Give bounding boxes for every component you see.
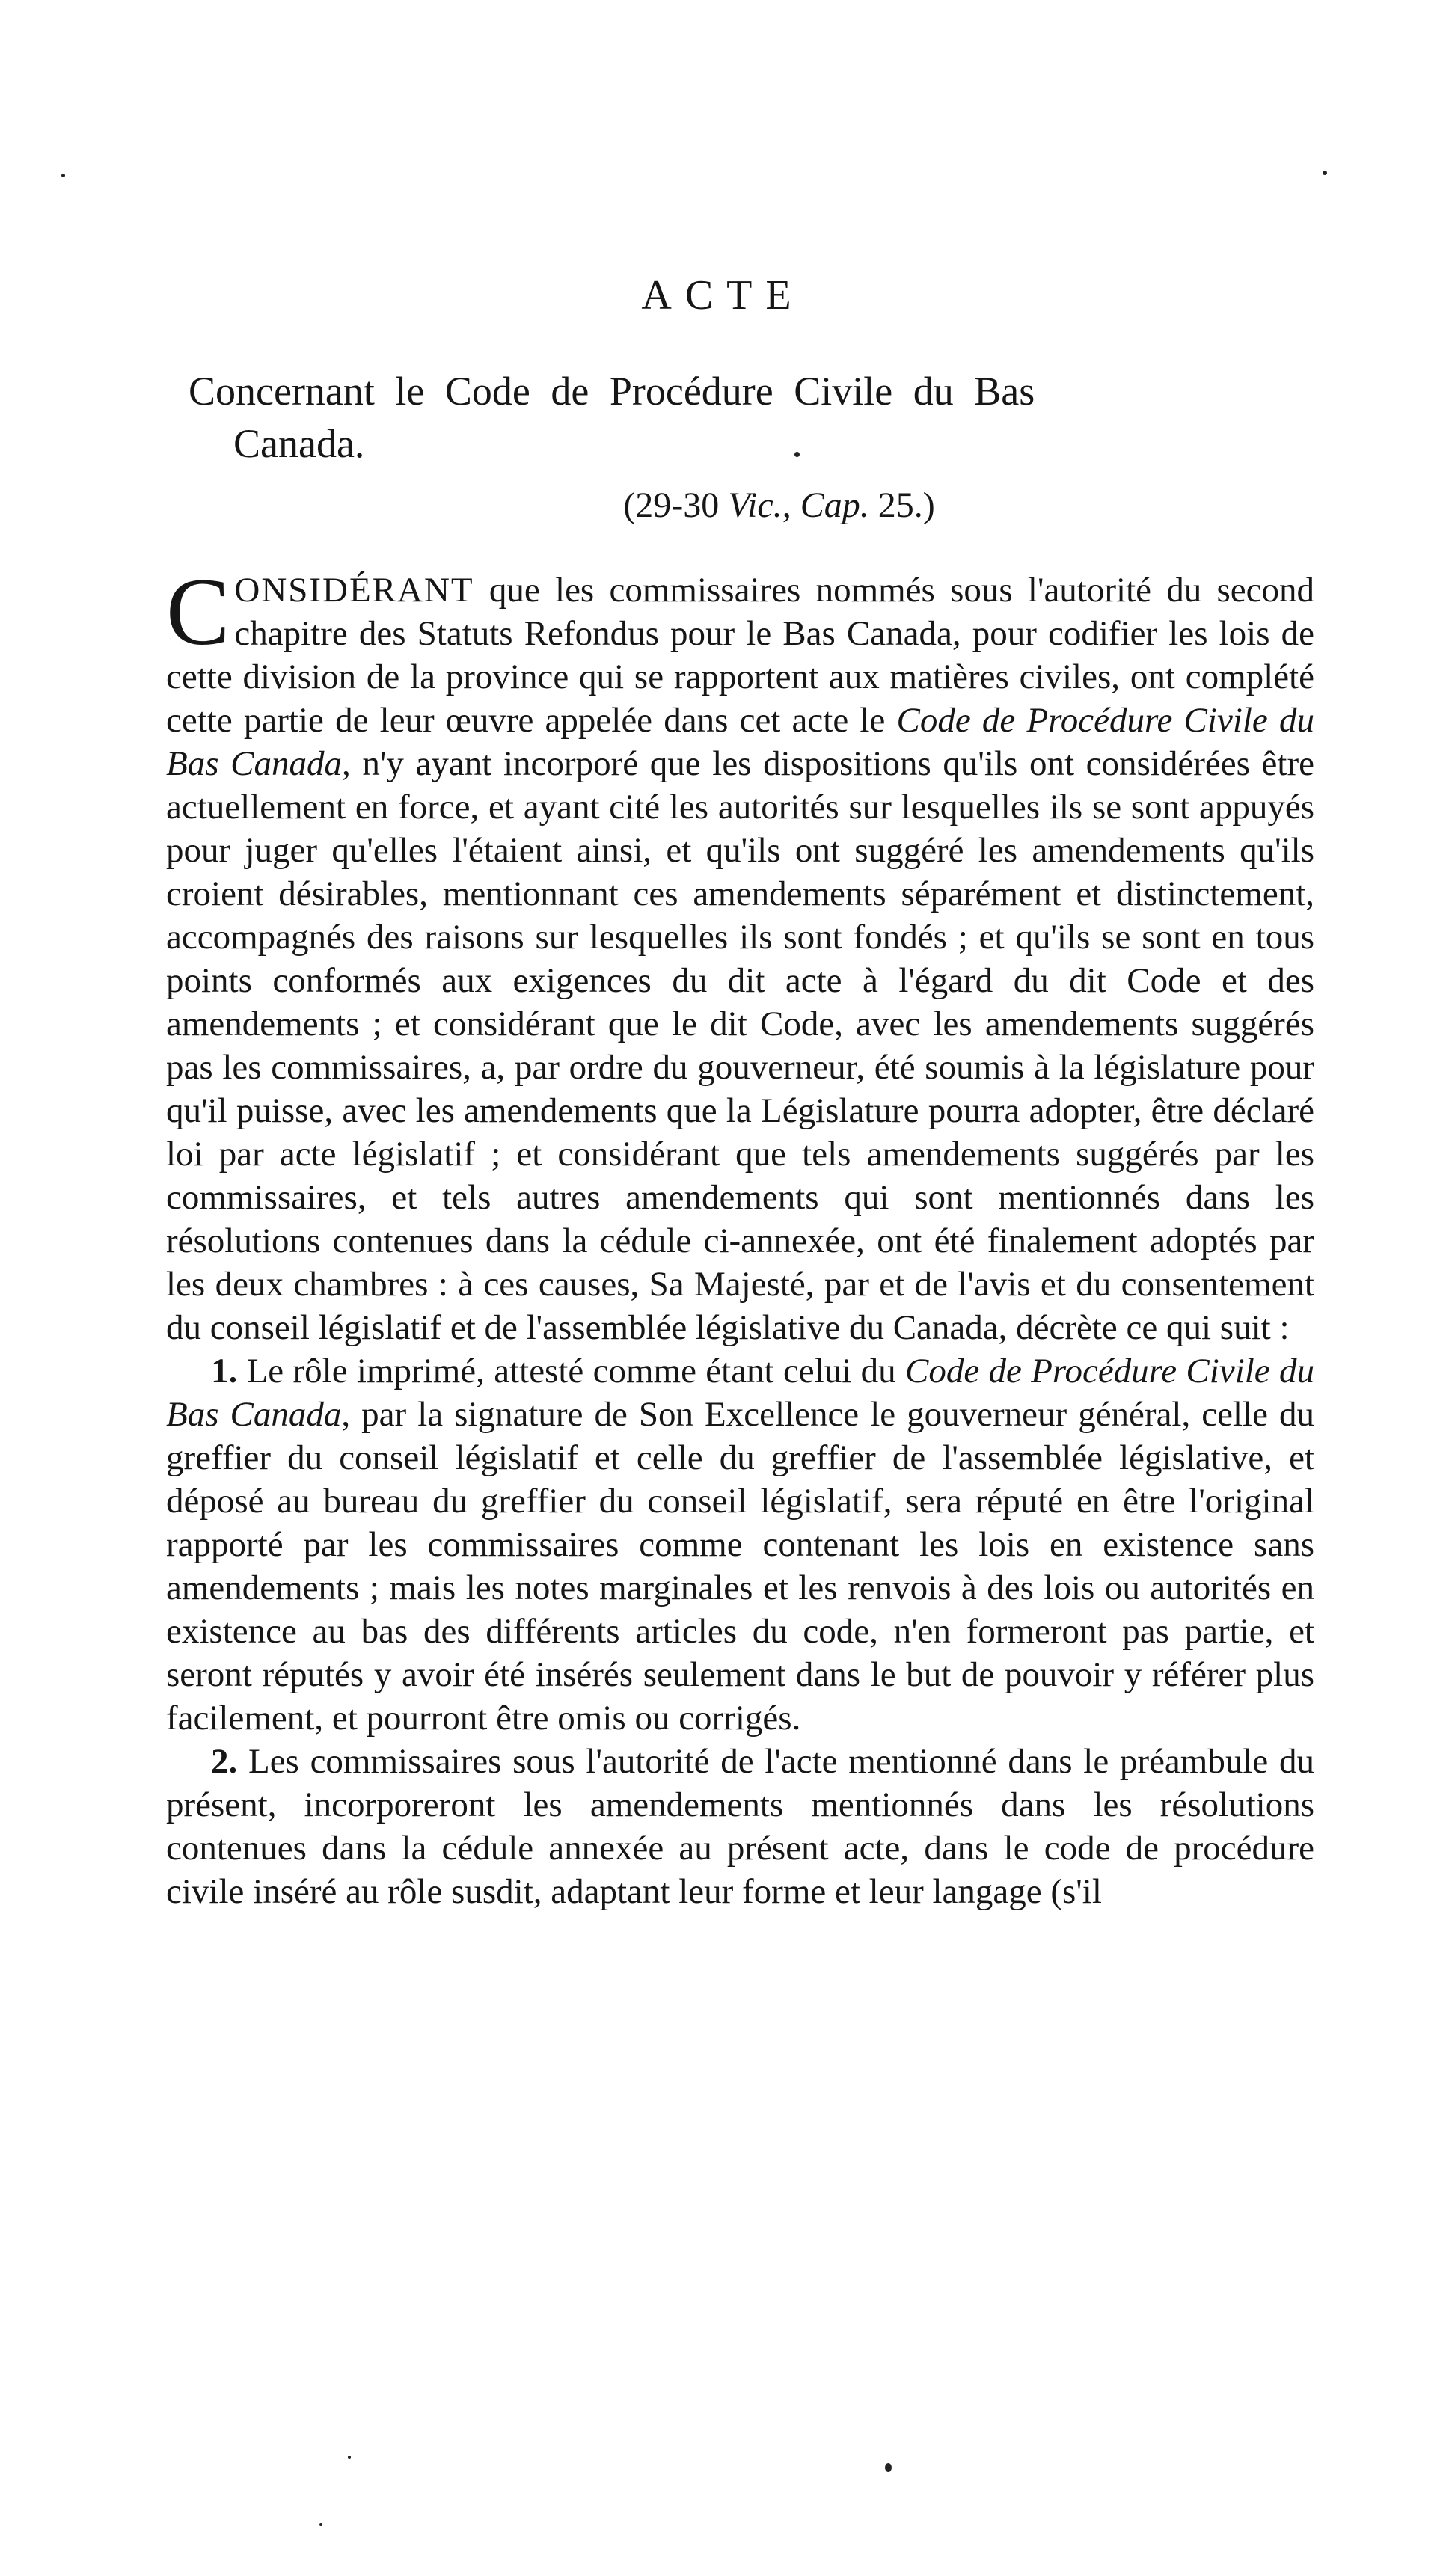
preamble-opening-word: ONSIDÉRANT xyxy=(234,571,474,610)
section-1-number: 1. xyxy=(211,1352,238,1390)
preamble-paragraph xyxy=(166,559,1314,1349)
preamble-code-title: Code de Procédure Civile du Bas Canada xyxy=(166,701,1314,783)
scan-speck xyxy=(61,174,65,177)
section-1-code-title: Code de Procédure Civile du Bas Canada xyxy=(166,1352,1315,1434)
section-2-number: 2. xyxy=(211,1742,238,1781)
section-2-paragraph xyxy=(166,1740,1314,1913)
subtitle-line-2: Canada. xyxy=(233,421,365,466)
preamble-text-2: , n'y ayant incorporé que les dispositions qu'ils ont considérées être actuellement en force, et ayant cité les autorités sur lesquelles ils se sont appuyés pour juger qu'elles l'étaient ainsi, et qu'ils ont suggéré les amendements qu'ils croient désirables, mentionnant ces amendements séparément et distinctement, accompagnés des raisons sur lesquelles ils sont fondés ; et qu'ils se sont en tous points conformés aux exigences du dit acte à l'égard du dit Code et des amendements ; et considérant que le dit Code, avec les amendements suggérés pas les commissaires, a, par ordre du gouverneur, été soumis à la législature pour qu'il puisse, avec les amendements que la Législature pourra adopter, être déclaré loi par acte législatif ; et considérant que tels amendements suggérés par les commissaires, et tels autres amendements qui sont mentionnés dans les résolutions contenues dans la cédule ci-annexée, ont été finalement adoptés par les deux chambres : à ces causes, Sa Majesté, par et de l'avis et du consentement du conseil législatif et de l'assemblée législative du Canada, décrète ce qui suit : xyxy=(166,744,1314,1347)
section-2-text-1: Les commissaires sous l'autorité de l'acte mentionné dans le préambule du présent, incorporeront les amendements mentionnés dans les résolutions contenues dans la cédule annexée au présent acte, dans le code de procédure civile inséré au rôle susdit, adaptant leur forme et leur langage (s'il xyxy=(166,1742,1314,1911)
act-subtitle xyxy=(189,365,1311,470)
subtitle-line-1: Concernant le Code de Procédure Civile du Bas xyxy=(189,369,1035,414)
act-title: ACTE xyxy=(641,272,805,319)
citation-suffix: 25.) xyxy=(868,485,935,525)
preamble-text-1: que les commissaires nommés sous l'autorité du second chapitre des Statuts Refondus pour le Bas Canada, pour codifier les lois de cette division de la province qui se rapportent aux matières civiles, ont complété cette partie de leur œuvre appelée dans cet acte le xyxy=(166,571,1314,740)
section-1-text-1: Le rôle imprimé, attesté comme étant celui du xyxy=(237,1352,905,1390)
citation-separator: , xyxy=(782,485,800,525)
section-1-paragraph xyxy=(166,1349,1314,1740)
scan-speck xyxy=(794,452,800,457)
scan-speck xyxy=(348,2456,351,2459)
scan-speck xyxy=(1323,171,1327,175)
citation-vic: Vic. xyxy=(728,485,782,525)
scan-speck xyxy=(885,2463,892,2472)
citation-prefix: (29-30 xyxy=(623,485,729,525)
citation-cap: Cap. xyxy=(800,485,869,525)
act-body xyxy=(166,559,1315,1913)
statute-citation xyxy=(0,483,1446,528)
drop-cap: C xyxy=(166,559,230,665)
section-1-text-2: , par la signature de Son Excellence le gouverneur général, celle du greffier du conseil législatif et celle du greffier de l'assemblée législative, et déposé au bureau du greffier du conseil législatif, sera réputé en être l'original rapporté par les commissaires comme contenant les lois en existence sans amendements ; mais les notes marginales et les renvois à des lois ou autorités en existence au bas des différents articles du code, n'en formeront pas partie, et seront réputés y avoir été insérés seulement dans le but de pouvoir y référer plus facilement, et pourront être omis ou corrigés. xyxy=(166,1395,1314,1738)
scan-speck xyxy=(319,2523,322,2526)
